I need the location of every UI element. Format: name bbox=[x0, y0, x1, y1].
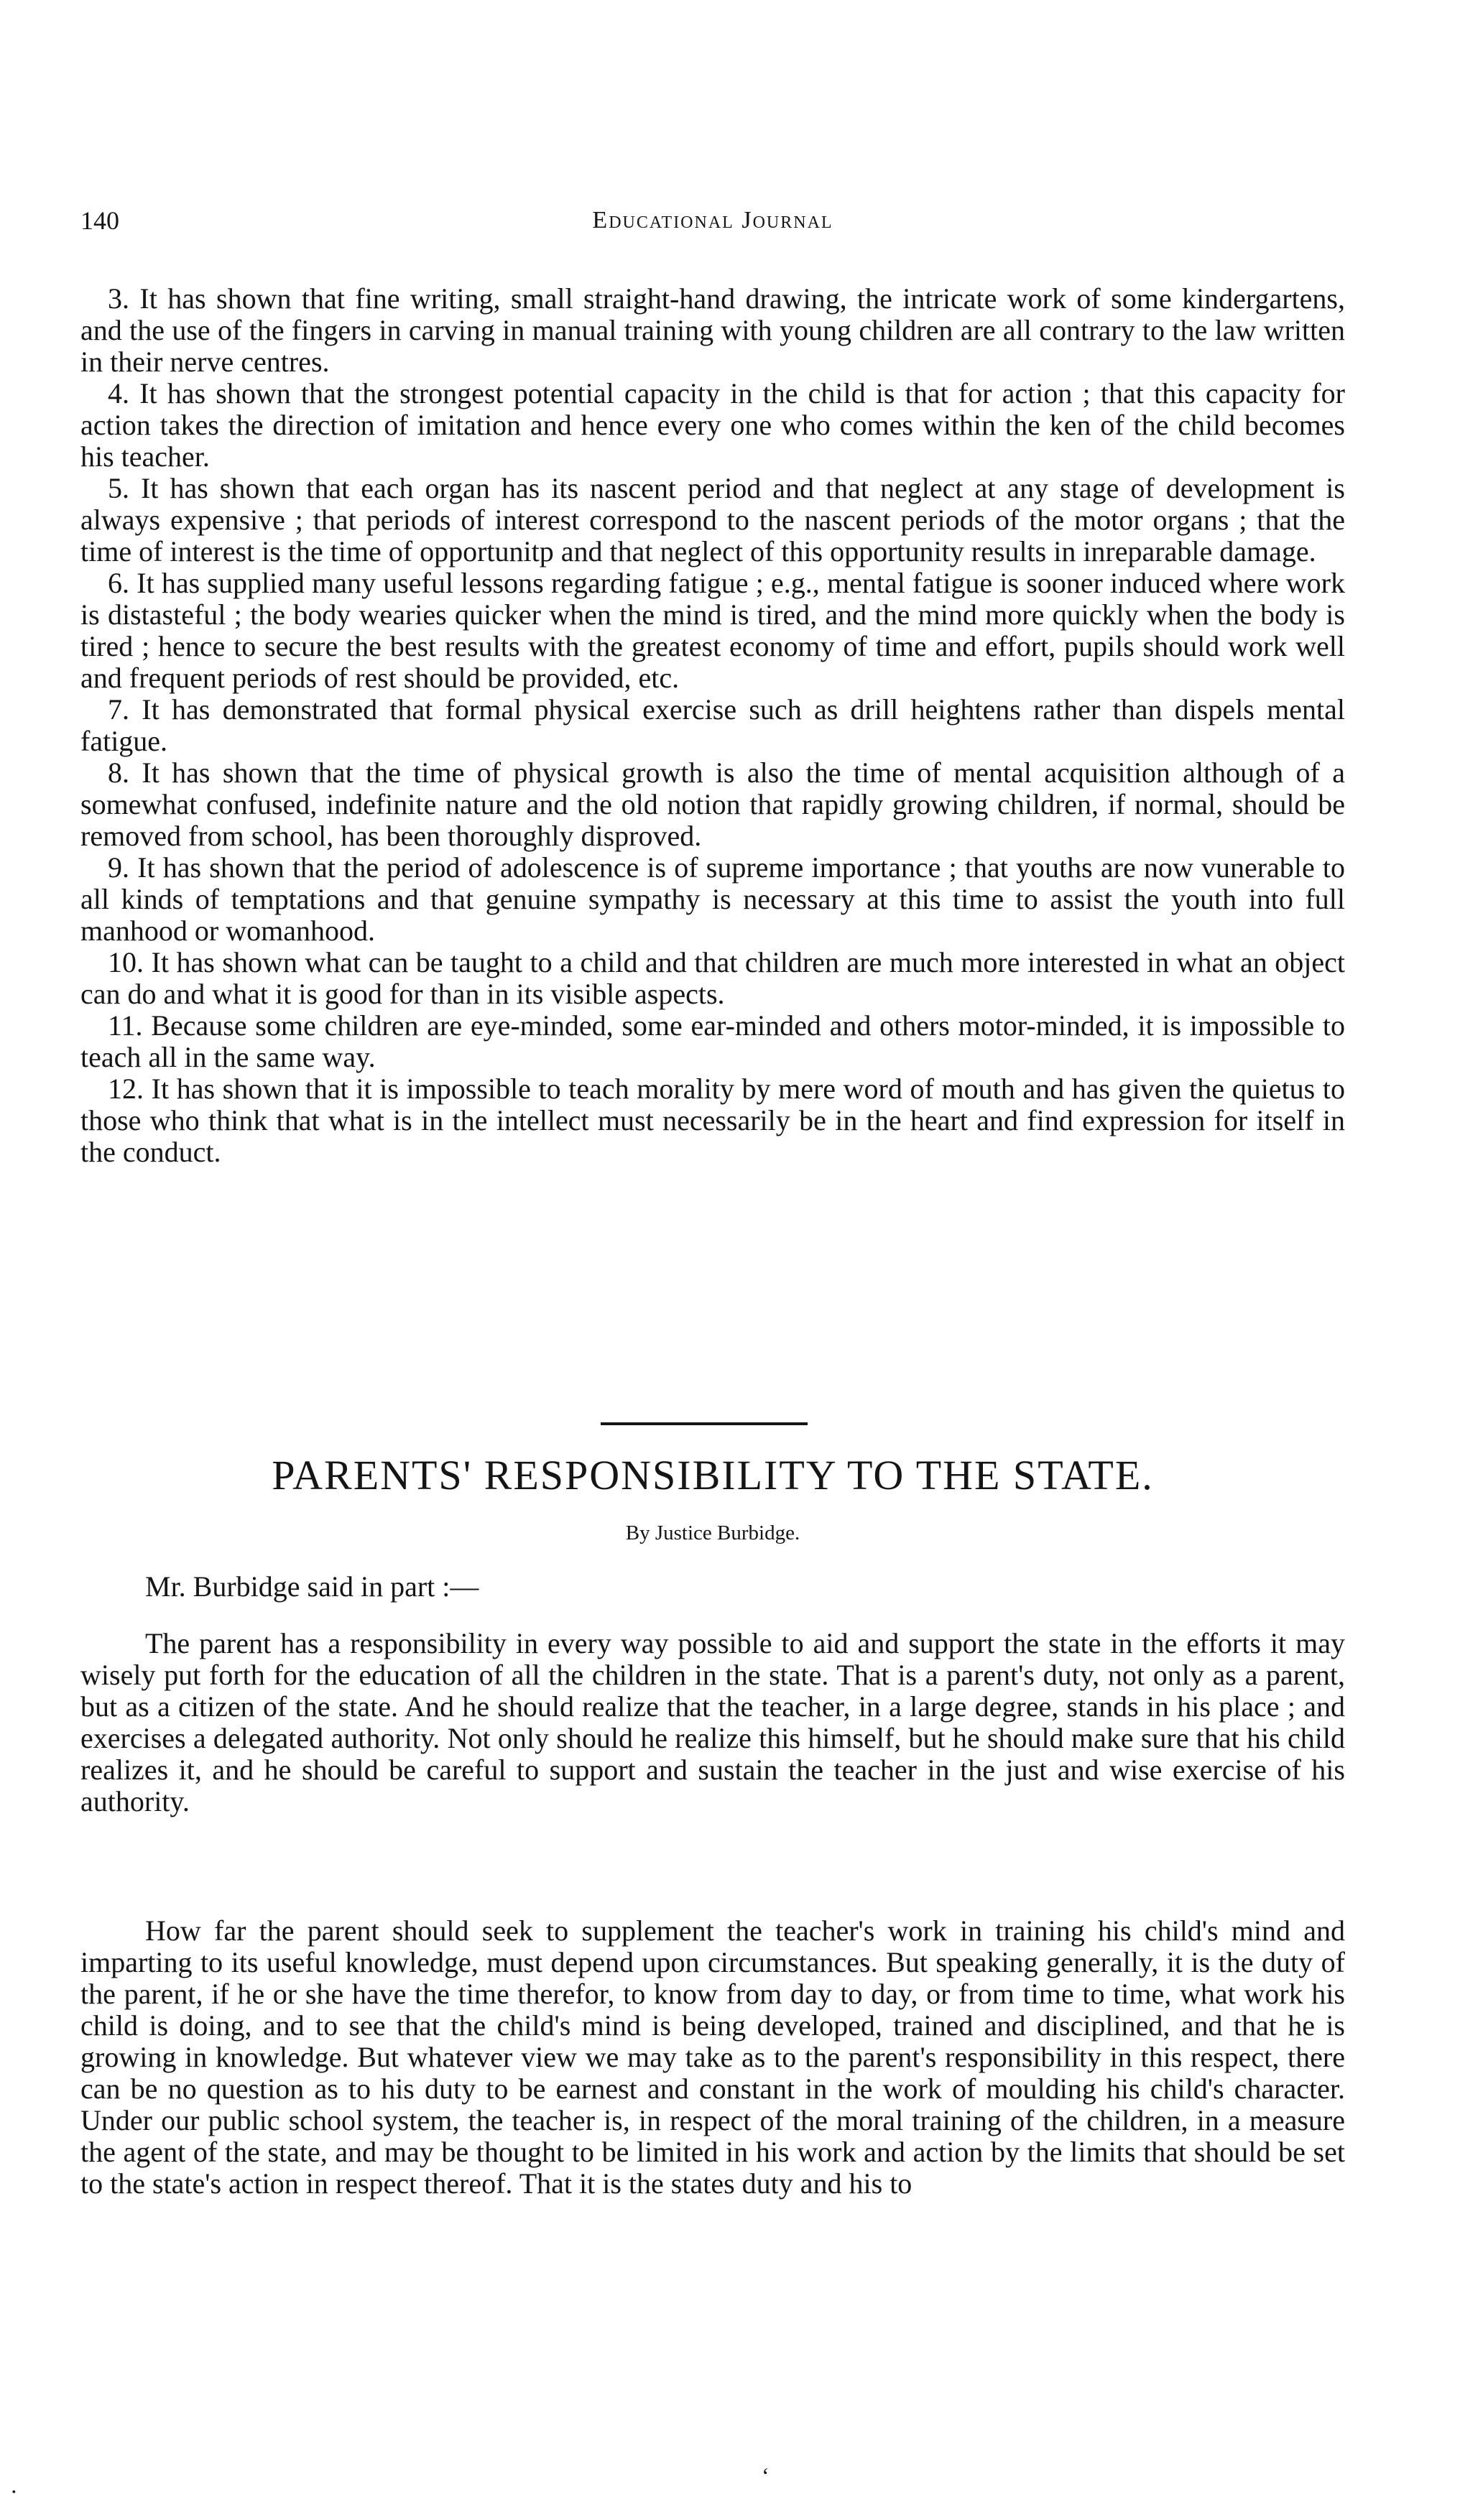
article-paragraph: The parent has a responsibility in every way possible to aid and support the state in the efforts it may wisely put forth for the education of all the children in the state. That is a parent's duty, not only as a parent, but as a citizen of the state. And he should realize that the teacher, in a large degree, stands in his place ; and exercises a delegated authority. Not only should he realize this himself, but he should make sure that his child realizes it, and he should be careful to support and sustain the teacher in the just and wise exercise of his authority. bbox=[80, 1627, 1345, 1817]
section-divider bbox=[601, 1422, 808, 1425]
page-header bbox=[80, 203, 1345, 238]
list-item: 4. It has shown that the strongest potential capacity in the child is that for action ; that this capacity for action takes the direction of imitation and hence every one who comes within the ken of the child becomes his teacher. bbox=[80, 377, 1345, 473]
journal-title: Educational Journal bbox=[592, 207, 833, 233]
page-number: 140 bbox=[80, 206, 119, 235]
article-intro: Mr. Burbidge said in part :— bbox=[145, 1570, 479, 1603]
article-paragraph: How far the parent should seek to supplement the teacher's work in training his child's mind and imparting to its useful knowledge, must depend upon circumstances. But speaking generally, it is the duty of the parent, if he or she have the time therefor, to know from day to day, or from time to time, what work his child is doing, and to see that the child's mind is being developed, trained and disciplined, and that he is growing in knowledge. But whatever view we may take as to the parent's responsibility in this respect, there can be no question as to his duty to be earnest and constant in the work of moulding his child's character. Under our public school system, the teacher is, in respect of the moral training of the children, in a measure the agent of the state, and may be thought to be limited in his work and action by the limits that should be set to the state's action in respect thereof. That it is the states duty and his to bbox=[80, 1914, 1345, 2200]
list-item: 9. It has shown that the period of adolescence is of supreme importance ; that youths are now vunerable to all kinds of temptations and that genuine sympathy is necessary at this time to assist the youth into full manhood or womanhood. bbox=[80, 851, 1345, 947]
article-byline: By Justice Burbidge. bbox=[625, 1521, 800, 1544]
list-item: 8. It has shown that the time of physical growth is also the time of mental acquisition although of a somewhat confused, indefinite nature and the old notion that rapidly growing children, if normal, should be removed from school, has been thoroughly disproved. bbox=[80, 756, 1345, 852]
findings-list bbox=[80, 283, 1345, 1168]
list-item: 7. It has demonstrated that formal physical exercise such as drill heightens rather than dispels mental fatigue. bbox=[80, 693, 1345, 757]
list-item: 11. Because some children are eye-minded, some ear-minded and others motor-minded, it is impossible to teach all in the same way. bbox=[80, 1009, 1345, 1073]
list-item: 3. It has shown that fine writing, small straight-hand drawing, the intricate work of some kindergartens, and the use of the fingers in carving in manual training with young children are all contrary to the law written in their nerve centres. bbox=[80, 282, 1345, 378]
list-item: 5. It has shown that each organ has its nascent period and that neglect at any stage of development is always expensive ; that periods of interest correspond to the nascent periods of the motor organs ; that the time of interest is the time of opportunitp and that neglect of this opportunity results in inreparable damage. bbox=[80, 472, 1345, 568]
list-item: 6. It has supplied many useful lessons regarding fatigue ; e.g., mental fatigue is sooner induced where work is distasteful ; the body wearies quicker when the mind is tired, and the mind more quickly when the body is tired ; hence to secure the best results with the greatest economy of time and effort, pupils should work well and frequent periods of rest should be provided, etc. bbox=[80, 567, 1345, 694]
list-item: 12. It has shown that it is impossible to teach morality by mere word of mouth and has given the quietus to those who think that what is in the intellect must necessarily be in the heart and find expression for itself in the conduct. bbox=[80, 1073, 1345, 1168]
print-speck: · bbox=[10, 2478, 18, 2504]
article-title: PARENTS' RESPONSIBILITY TO THE STATE. bbox=[272, 1452, 1154, 1498]
print-speck: ‘ bbox=[762, 2463, 770, 2488]
list-item: 10. It has shown what can be taught to a child and that children are much more interested in what an object can do and what it is good for than in its visible aspects. bbox=[80, 946, 1345, 1010]
